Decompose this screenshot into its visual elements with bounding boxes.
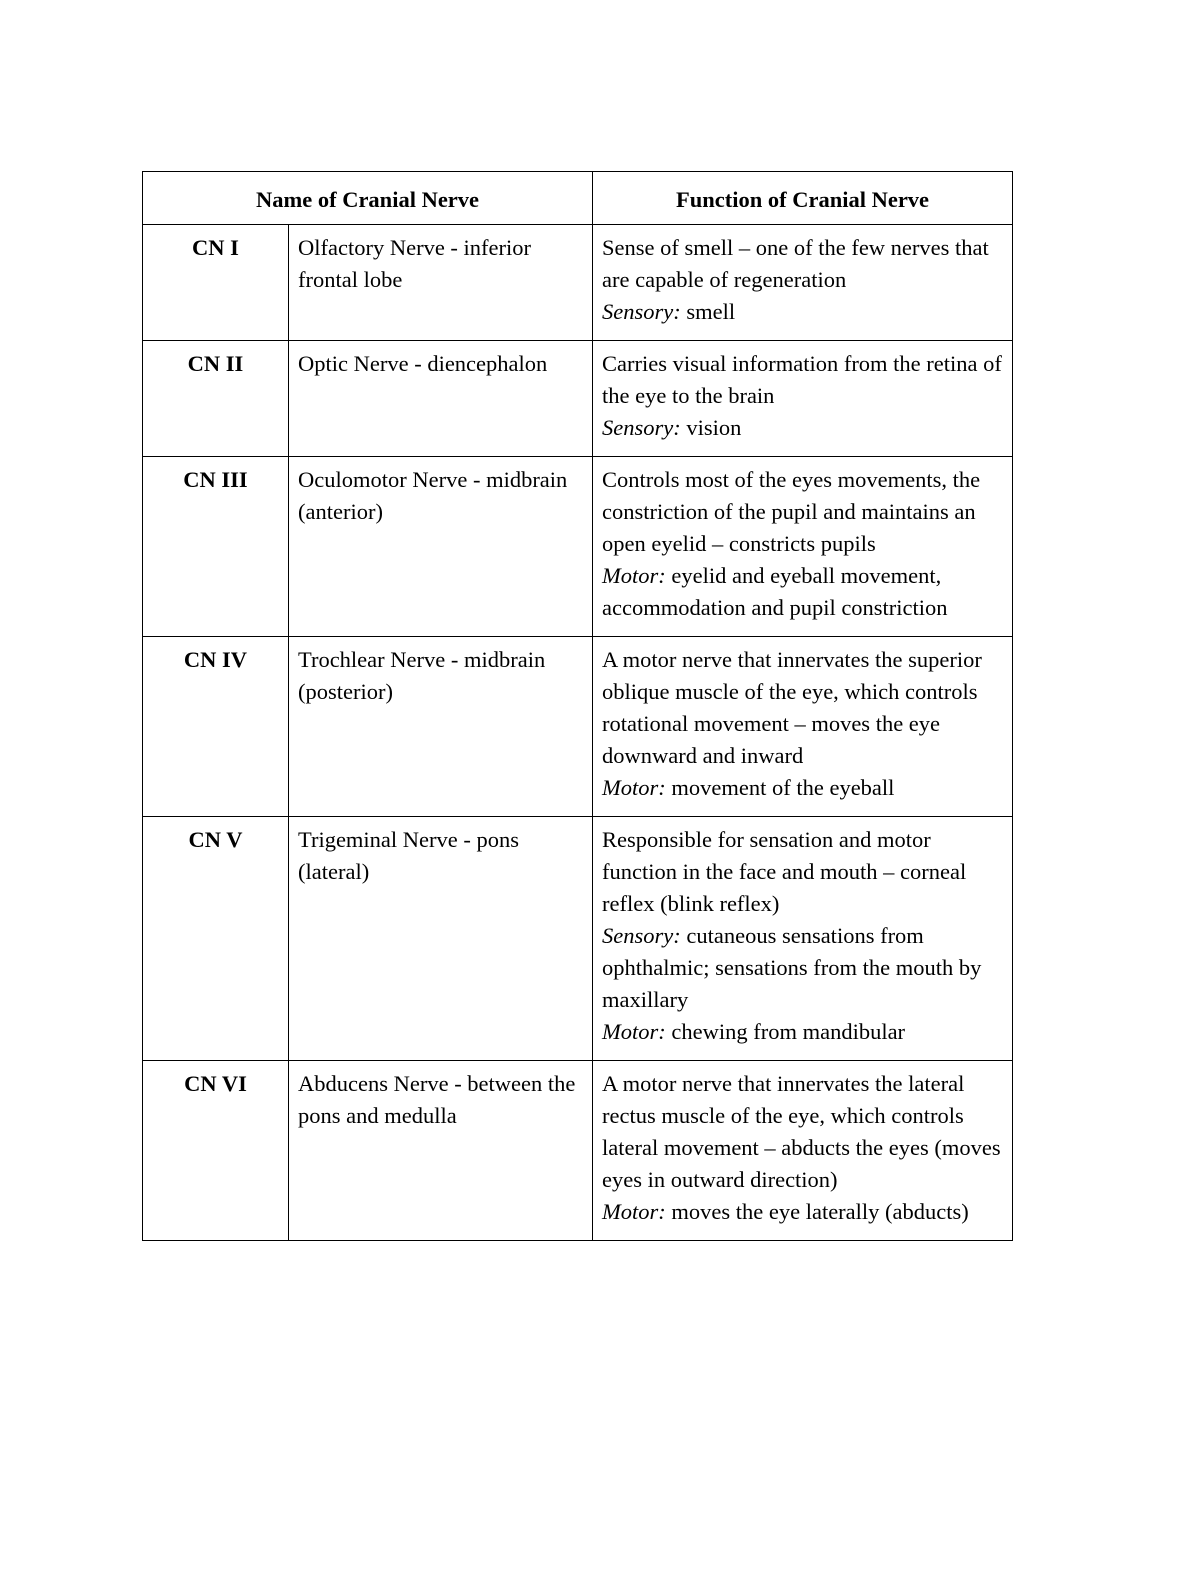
table-row <box>143 225 1013 341</box>
nerve-name: Oculomotor Nerve - midbrain (anterior) <box>289 457 593 637</box>
function-category <box>602 296 1003 328</box>
nerve-name: Trochlear Nerve - midbrain (posterior) <box>289 637 593 817</box>
nerve-function <box>593 1061 1013 1241</box>
cranial-nerve-table <box>142 171 1013 1241</box>
function-category <box>602 1196 1003 1228</box>
category-label: Sensory: <box>602 923 681 948</box>
nerve-function <box>593 225 1013 341</box>
category-text: chewing from mandibular <box>665 1019 906 1044</box>
table-row <box>143 637 1013 817</box>
category-text: movement of the eyeball <box>665 775 895 800</box>
function-category <box>602 772 1003 804</box>
function-category-2 <box>602 1016 1003 1048</box>
category-text: moves the eye laterally (abducts) <box>665 1199 969 1224</box>
nerve-name: Optic Nerve - diencephalon <box>289 341 593 457</box>
nerve-code: CN VI <box>143 1061 289 1241</box>
header-row <box>143 172 1013 225</box>
nerve-name: Olfactory Nerve - inferior frontal lobe <box>289 225 593 341</box>
header-function: Function of Cranial Nerve <box>593 172 1013 225</box>
category-text: smell <box>680 299 736 324</box>
nerve-code: CN III <box>143 457 289 637</box>
nerve-function <box>593 457 1013 637</box>
function-description: Responsible for sensation and motor function in the face and mouth – corneal reflex (blink reflex) <box>602 827 967 916</box>
category-label: Sensory: <box>602 299 681 324</box>
nerve-code: CN II <box>143 341 289 457</box>
nerve-name: Trigeminal Nerve - pons (lateral) <box>289 817 593 1061</box>
category-label: Sensory: <box>602 415 681 440</box>
category-text: eyelid and eyeball movement, accommodation and pupil constriction <box>602 563 948 620</box>
nerve-code: CN V <box>143 817 289 1061</box>
header-name: Name of Cranial Nerve <box>143 172 593 225</box>
nerve-code: CN IV <box>143 637 289 817</box>
table-row <box>143 457 1013 637</box>
category-label: Motor: <box>602 775 666 800</box>
function-description: A motor nerve that innervates the lateral rectus muscle of the eye, which controls lateral movement – abducts the eyes (moves eyes in outward direction) <box>602 1071 1001 1192</box>
category-text: vision <box>680 415 742 440</box>
function-category <box>602 412 1003 444</box>
category-label: Motor: <box>602 1019 666 1044</box>
function-category <box>602 560 1003 624</box>
category-label: Motor: <box>602 1199 666 1224</box>
nerve-function <box>593 341 1013 457</box>
table-row <box>143 817 1013 1061</box>
nerve-code: CN I <box>143 225 289 341</box>
function-description: Carries visual information from the retina of the eye to the brain <box>602 351 1002 408</box>
nerve-function <box>593 817 1013 1061</box>
table-row <box>143 341 1013 457</box>
nerve-function <box>593 637 1013 817</box>
function-category <box>602 920 1003 1016</box>
nerve-name: Abducens Nerve - between the pons and medulla <box>289 1061 593 1241</box>
function-description: A motor nerve that innervates the superior oblique muscle of the eye, which controls rotational movement – moves the eye downward and inward <box>602 647 982 768</box>
function-description: Controls most of the eyes movements, the constriction of the pupil and maintains an open eyelid – constricts pupils <box>602 467 981 556</box>
category-text: cutaneous sensations from ophthalmic; sensations from the mouth by maxillary <box>602 923 982 1012</box>
function-description: Sense of smell – one of the few nerves that are capable of regeneration <box>602 235 989 292</box>
category-label: Motor: <box>602 563 666 588</box>
table-row <box>143 1061 1013 1241</box>
